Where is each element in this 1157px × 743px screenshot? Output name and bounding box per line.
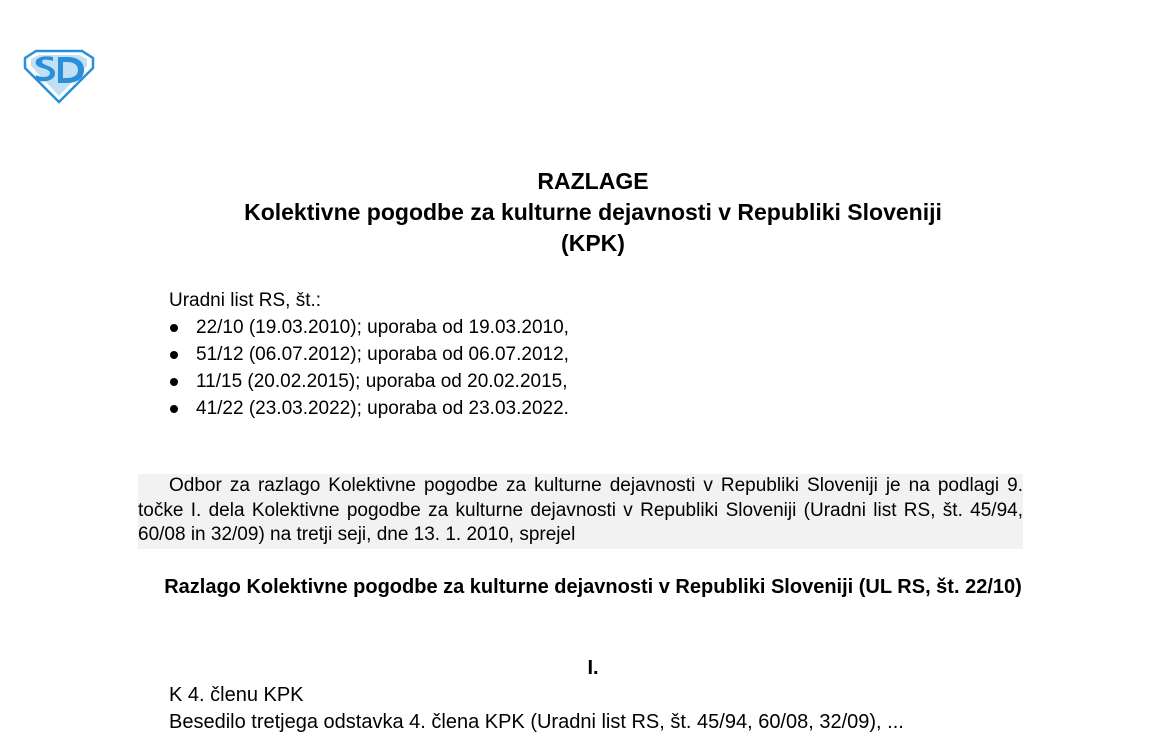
title-line-agreement-name: Kolektivne pogodbe za kulturne dejavnosti v Republiki Sloveniji [244,199,942,225]
gazette-list-item [169,341,569,368]
gazette-list-item [169,368,569,395]
gazette-item-text: 51/12 (06.07.2012); uporaba od 06.07.2012, [196,344,569,365]
logo-emblem-icon [22,48,96,104]
gazette-item-text: 11/15 (20.02.2015); uporaba od 20.02.2015, [196,371,568,392]
official-gazette-references [169,287,569,422]
bullet-icon [170,324,178,332]
body-paragraph: Besedilo tretjega odstavka 4. člena KPK (Uradni list RS, št. 45/94, 60/08, 32/09), ... [169,711,904,733]
document-title [140,166,1046,259]
gazette-item-text: 41/22 (23.03.2022); uporaba od 23.03.2022. [196,398,569,419]
gazette-list-item [169,314,569,341]
bullet-icon [170,405,178,413]
article-reference: K 4. členu KPK [169,684,304,706]
sindicate-logo [22,48,96,104]
interpretation-subtitle: Razlago Kolektivne pogodbe za kulturne dejavnosti v Republiki Sloveniji (UL RS, št. 22/10) [164,576,1022,598]
intro-paragraph: Odbor za razlago Kolektivne pogodbe za kulturne dejavnosti v Republiki Sloveniji je na podlagi 9. točke I. dela Kolektivne pogodbe za kulturne dejavnosti v Republiki Sloveniji (Uradni list RS, št. 45/94, 60/08 in 32/09) na tretji seji, dne 13. 1. 2010, sprejel [138,474,1023,549]
gazette-list-item [169,395,569,422]
gazette-label: Uradni list RS, št.: [169,290,322,311]
gazette-list [169,314,569,422]
section-numeral: I. [587,657,599,679]
gazette-item-text: 22/10 (19.03.2010); uporaba od 19.03.2010, [196,317,569,338]
bullet-icon [170,351,178,359]
title-line-abbreviation: (KPK) [561,230,625,256]
bullet-icon [170,378,178,386]
title-line-razlage: RAZLAGE [537,168,649,194]
